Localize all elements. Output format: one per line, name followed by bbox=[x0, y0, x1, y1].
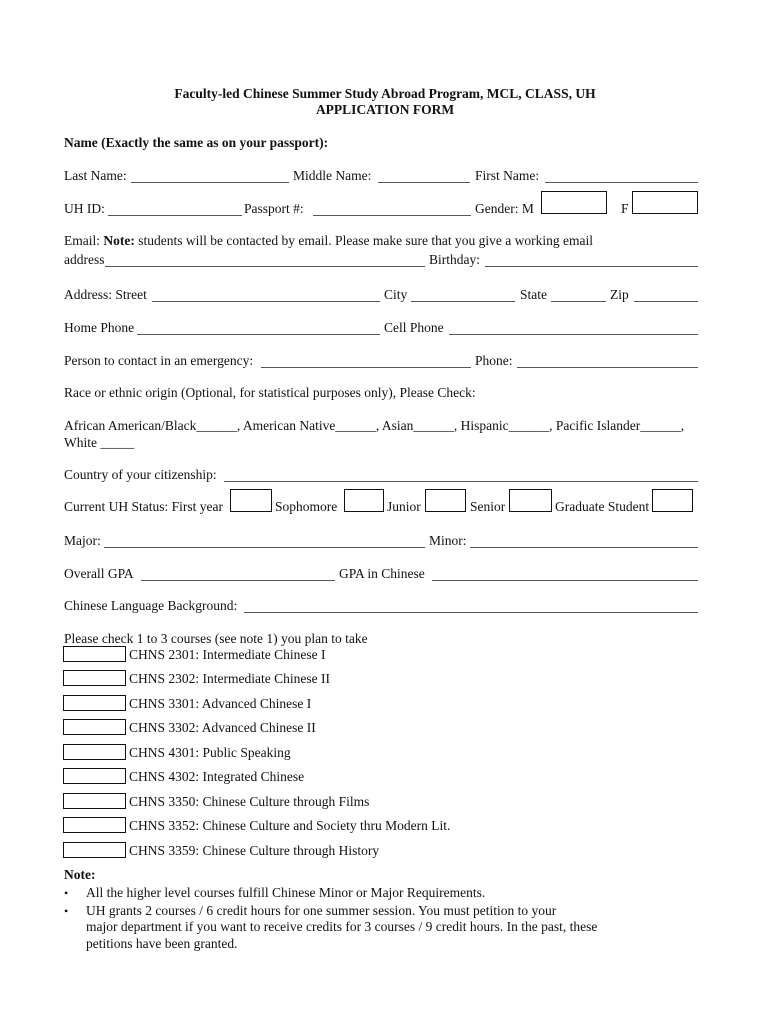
course-label: CHNS 4302: Integrated Chinese bbox=[129, 769, 305, 784]
bullet-icon: • bbox=[64, 904, 69, 918]
course-label: CHNS 3359: Chinese Culture through History bbox=[129, 843, 380, 858]
street-label: Address: Street bbox=[64, 287, 147, 302]
birthday-label: Birthday: bbox=[429, 252, 480, 267]
race-options-line1[interactable]: African American/Black______, American Native______, Asian______, Hispanic______, Pacific Islander______, bbox=[64, 418, 685, 433]
emergency-phone-field[interactable] bbox=[517, 367, 698, 368]
last-name-label: Last Name: bbox=[64, 168, 127, 183]
course-label: CHNS 2302: Intermediate Chinese II bbox=[129, 671, 330, 686]
gender-label: Gender: M bbox=[475, 201, 534, 216]
birthday-field[interactable] bbox=[485, 266, 698, 267]
email-note-label: Note: bbox=[103, 233, 135, 248]
state-field[interactable] bbox=[551, 301, 606, 302]
course-label: CHNS 2301: Intermediate Chinese I bbox=[129, 647, 326, 662]
senior-label: Senior bbox=[470, 499, 506, 514]
emergency-contact-label: Person to contact in an emergency: bbox=[64, 353, 254, 368]
bullet-icon: • bbox=[64, 886, 69, 900]
background-label: Chinese Language Background: bbox=[64, 598, 238, 613]
course-label: CHNS 3350: Chinese Culture through Films bbox=[129, 794, 370, 809]
course-checkbox[interactable] bbox=[63, 670, 126, 686]
emergency-phone-label: Phone: bbox=[475, 353, 513, 368]
gender-female-label: F bbox=[621, 201, 629, 216]
junior-checkbox[interactable] bbox=[425, 489, 466, 512]
note-2-line3: petitions have been granted. bbox=[86, 936, 238, 951]
first-name-label: First Name: bbox=[475, 168, 540, 183]
note-1: All the higher level courses fulfill Chinese Minor or Major Requirements. bbox=[86, 885, 486, 900]
sophomore-checkbox[interactable] bbox=[344, 489, 384, 512]
race-prompt: Race or ethnic origin (Optional, for statistical purposes only), Please Check: bbox=[64, 385, 476, 400]
form-subtitle: APPLICATION FORM bbox=[315, 102, 455, 117]
gender-female-checkbox[interactable] bbox=[632, 191, 698, 214]
background-field[interactable] bbox=[244, 612, 698, 613]
citizenship-label: Country of your citizenship: bbox=[64, 467, 217, 482]
overall-gpa-label: Overall GPA bbox=[64, 566, 134, 581]
cell-phone-label: Cell Phone bbox=[384, 320, 444, 335]
emergency-contact-field[interactable] bbox=[261, 367, 471, 368]
note-2-line2: major department if you want to receive credits for 3 courses / 9 credit hours. In the past, these bbox=[86, 919, 598, 934]
passport-label: Passport #: bbox=[244, 201, 304, 216]
graduate-checkbox[interactable] bbox=[652, 489, 693, 512]
course-checkbox[interactable] bbox=[63, 744, 126, 760]
senior-checkbox[interactable] bbox=[509, 489, 552, 512]
course-label: CHNS 3301: Advanced Chinese I bbox=[129, 696, 312, 711]
course-checkbox[interactable] bbox=[63, 768, 126, 784]
name-heading: Name (Exactly the same as on your passport): bbox=[64, 135, 329, 150]
junior-label: Junior bbox=[387, 499, 421, 514]
state-label: State bbox=[520, 287, 547, 302]
course-checkbox[interactable] bbox=[63, 646, 126, 662]
uh-id-field[interactable] bbox=[108, 215, 242, 216]
gender-male-checkbox[interactable] bbox=[541, 191, 607, 214]
sophomore-label: Sophomore bbox=[275, 499, 338, 514]
last-name-field[interactable] bbox=[131, 182, 289, 183]
minor-label: Minor: bbox=[429, 533, 467, 548]
home-phone-label: Home Phone bbox=[64, 320, 135, 335]
notes-heading: Note: bbox=[64, 867, 96, 882]
courses-prompt: Please check 1 to 3 courses (see note 1) you plan to take bbox=[64, 631, 368, 646]
home-phone-field[interactable] bbox=[137, 334, 380, 335]
citizenship-field[interactable] bbox=[224, 481, 698, 482]
email-line bbox=[64, 233, 593, 249]
graduate-label: Graduate Student bbox=[555, 499, 650, 514]
major-label: Major: bbox=[64, 533, 101, 548]
uh-id-label: UH ID: bbox=[64, 201, 105, 216]
email-label: Email: bbox=[64, 233, 104, 248]
zip-label: Zip bbox=[610, 287, 629, 302]
email-address-label: address bbox=[64, 252, 105, 267]
course-checkbox[interactable] bbox=[63, 817, 126, 833]
race-options-line2[interactable]: White _____ bbox=[64, 435, 135, 450]
city-field[interactable] bbox=[411, 301, 515, 302]
major-field[interactable] bbox=[104, 547, 425, 548]
email-note-text: students will be contacted by email. Please make sure that you give a working email bbox=[134, 233, 593, 248]
form-title: Faculty-led Chinese Summer Study Abroad Program, MCL, CLASS, UH bbox=[174, 86, 596, 101]
status-label: Current UH Status: First year bbox=[64, 499, 223, 514]
first-year-checkbox[interactable] bbox=[230, 489, 272, 512]
course-label: CHNS 4301: Public Speaking bbox=[129, 745, 291, 760]
course-checkbox[interactable] bbox=[63, 719, 126, 735]
cell-phone-field[interactable] bbox=[449, 334, 698, 335]
overall-gpa-field[interactable] bbox=[141, 580, 335, 581]
street-field[interactable] bbox=[152, 301, 380, 302]
course-label: CHNS 3302: Advanced Chinese II bbox=[129, 720, 316, 735]
middle-name-label: Middle Name: bbox=[293, 168, 372, 183]
passport-field[interactable] bbox=[313, 215, 471, 216]
middle-name-field[interactable] bbox=[378, 182, 470, 183]
note-2-line1: UH grants 2 courses / 6 credit hours for one summer session. You must petition to your bbox=[86, 903, 557, 918]
chinese-gpa-label: GPA in Chinese bbox=[339, 566, 425, 581]
zip-field[interactable] bbox=[634, 301, 698, 302]
course-checkbox[interactable] bbox=[63, 842, 126, 858]
course-checkbox[interactable] bbox=[63, 695, 126, 711]
chinese-gpa-field[interactable] bbox=[432, 580, 698, 581]
first-name-field[interactable] bbox=[545, 182, 698, 183]
course-checkbox[interactable] bbox=[63, 793, 126, 809]
city-label: City bbox=[384, 287, 408, 302]
email-field[interactable] bbox=[105, 266, 425, 267]
minor-field[interactable] bbox=[470, 547, 698, 548]
course-label: CHNS 3352: Chinese Culture and Society thru Modern Lit. bbox=[129, 818, 451, 833]
